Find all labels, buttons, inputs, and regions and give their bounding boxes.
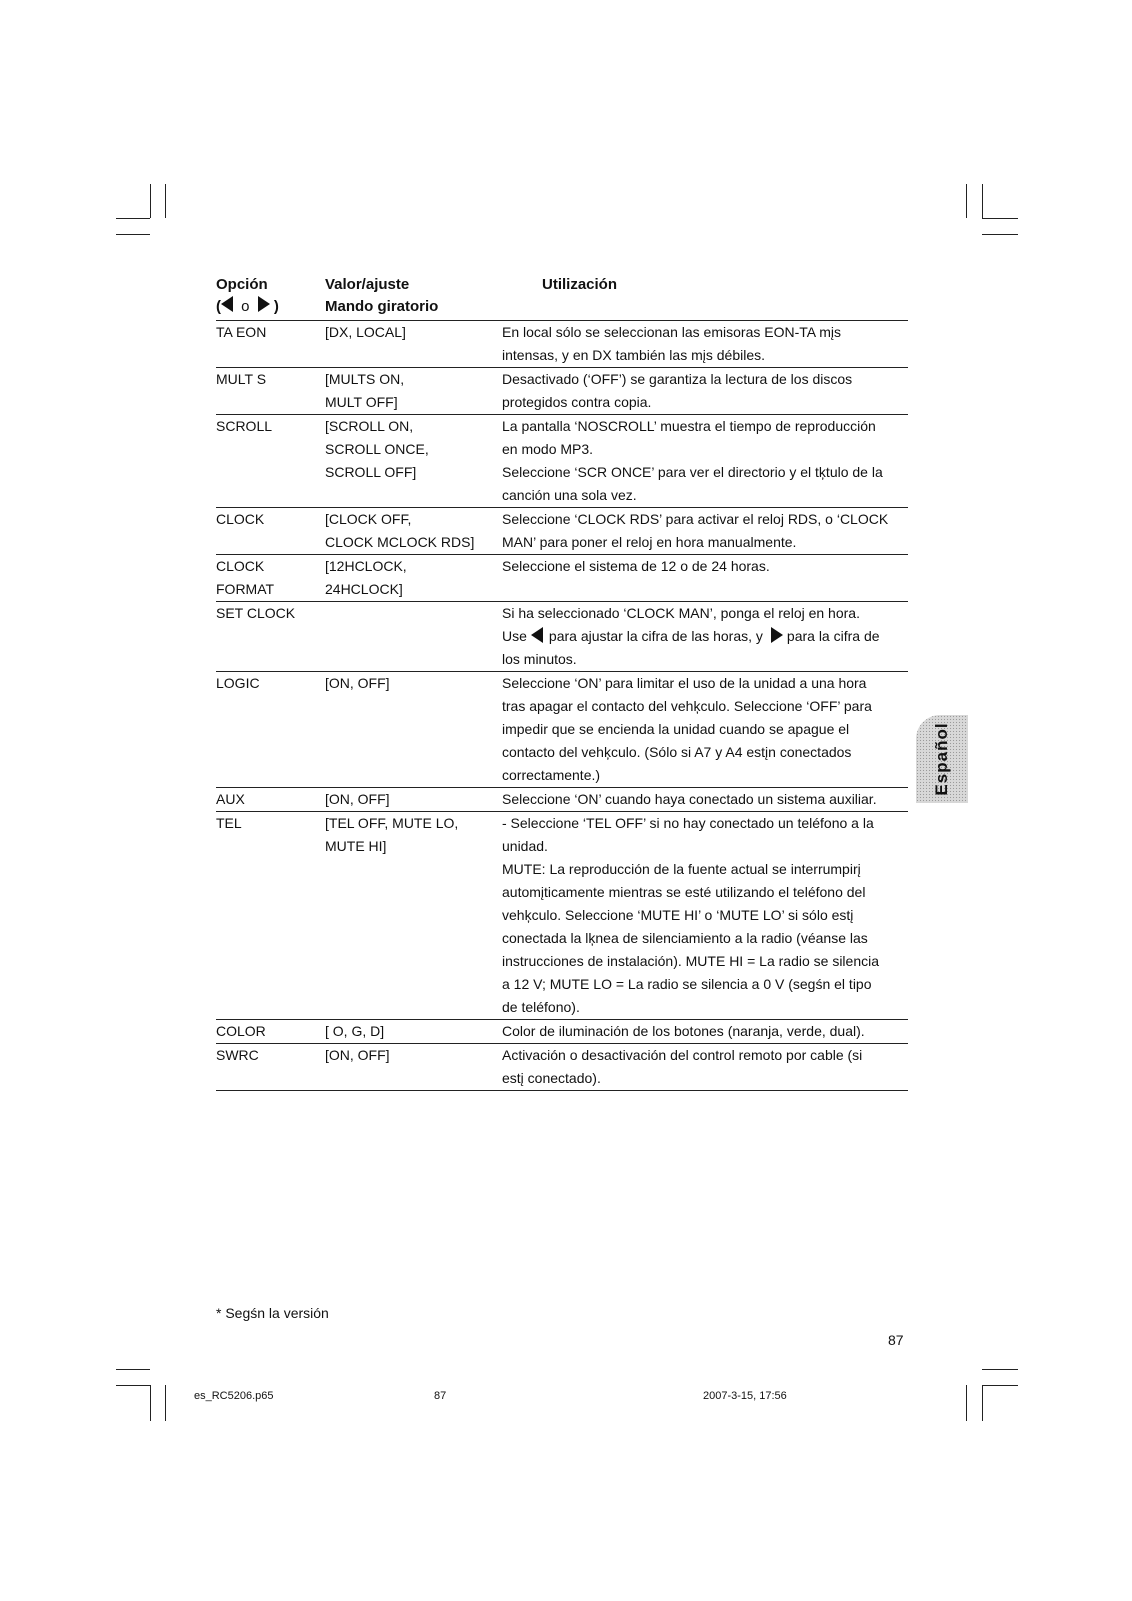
usage-line: La pantalla ‘NOSCROLL’ muestra el tiempo de reproducción bbox=[502, 418, 876, 434]
value-cell bbox=[325, 1044, 502, 1090]
value-cell bbox=[325, 368, 502, 414]
usage-line: MUTE: La reproducción de la fuente actual se interrumpirį bbox=[502, 861, 861, 877]
value-line: [SCROLL ON, bbox=[325, 418, 414, 434]
option-line: SWRC bbox=[216, 1047, 259, 1063]
usage-cell bbox=[502, 368, 908, 414]
usage-cell bbox=[502, 508, 908, 554]
usage-cell bbox=[502, 415, 908, 507]
usage-line: los minutos. bbox=[502, 651, 577, 667]
usage-cell bbox=[502, 555, 908, 601]
usage-line: impedir que se encienda la unidad cuando se apague el bbox=[502, 721, 850, 737]
usage-line: correctamente.) bbox=[502, 767, 601, 783]
header-option: Opción bbox=[216, 276, 268, 293]
option-line: TA EON bbox=[216, 324, 267, 340]
value-line: [CLOCK OFF, bbox=[325, 511, 412, 527]
footnote: * Segśn la versión bbox=[216, 1305, 329, 1321]
slug-file: es_RC5206.p65 bbox=[194, 1390, 274, 1402]
option-line: SCROLL bbox=[216, 418, 273, 434]
usage-use-mid: para ajustar la cifra de las horas, y bbox=[548, 628, 763, 644]
usage-line: en modo MP3. bbox=[502, 441, 594, 457]
header-option-sub bbox=[216, 296, 279, 318]
header-paren-close: ) bbox=[273, 298, 279, 315]
option-cell bbox=[216, 368, 325, 414]
option-cell bbox=[216, 508, 325, 554]
value-cell bbox=[325, 555, 502, 601]
value-cell bbox=[325, 415, 502, 507]
option-line: MULT S bbox=[216, 371, 267, 387]
value-line: [DX, LOCAL] bbox=[325, 324, 406, 340]
usage-line: instrucciones de instalación). MUTE HI = La radio se silencia bbox=[502, 953, 880, 969]
option-line: TEL bbox=[216, 815, 242, 831]
table-row bbox=[216, 788, 908, 812]
header-value: Valor/ajuste bbox=[325, 276, 410, 293]
usage-use-post: para la cifra de bbox=[786, 628, 880, 644]
option-line: CLOCK bbox=[216, 558, 265, 574]
usage-line: estį conectado). bbox=[502, 1070, 601, 1086]
usage-line: Seleccione ‘ON’ para limitar el uso de la unidad a una hora bbox=[502, 675, 867, 691]
table-row bbox=[216, 415, 908, 508]
value-line: 24HCLOCK] bbox=[325, 581, 403, 597]
value-line: SCROLL OFF] bbox=[325, 464, 417, 480]
triangle-right-icon bbox=[258, 296, 270, 312]
header-value-sub: Mando giratorio bbox=[325, 298, 439, 315]
option-cell bbox=[216, 812, 325, 1019]
option-line: FORMAT bbox=[216, 581, 275, 597]
usage-line: contacto del vehķculo. (Sólo si A7 y A4 estįn conectados bbox=[502, 744, 852, 760]
value-line: MUTE HI] bbox=[325, 838, 387, 854]
usage-line: MAN’ para poner el reloj en hora manualmente. bbox=[502, 534, 797, 550]
value-line: SCROLL ONCE, bbox=[325, 441, 429, 457]
value-cell bbox=[325, 321, 502, 367]
value-cell bbox=[325, 1020, 502, 1043]
usage-line: vehķculo. Seleccione ‘MUTE HI’ o ‘MUTE LO’ si sólo estį bbox=[502, 907, 854, 923]
slug-page: 87 bbox=[434, 1390, 447, 1402]
usage-line: unidad. bbox=[502, 838, 548, 854]
table-row bbox=[216, 321, 908, 368]
value-line: [TEL OFF, MUTE LO, bbox=[325, 815, 459, 831]
option-cell bbox=[216, 555, 325, 601]
usage-line: Seleccione ‘CLOCK RDS’ para activar el reloj RDS, o ‘CLOCK bbox=[502, 511, 889, 527]
usage-cell bbox=[502, 1044, 908, 1090]
usage-line: canción una sola vez. bbox=[502, 487, 637, 503]
usage-line: tras apagar el contacto del vehķculo. Seleccione ‘OFF’ para bbox=[502, 698, 872, 714]
usage-line: Seleccione ‘ON’ cuando haya conectado un sistema auxiliar. bbox=[502, 791, 877, 807]
triangle-left-icon bbox=[531, 627, 543, 643]
table-row bbox=[216, 555, 908, 602]
usage-line: - Seleccione ‘TEL OFF’ si no hay conectado un teléfono a la bbox=[502, 815, 874, 831]
table-row bbox=[216, 812, 908, 1020]
usage-line bbox=[502, 625, 908, 648]
value-line: CLOCK MCLOCK RDS] bbox=[325, 534, 475, 550]
usage-line: de teléfono). bbox=[502, 999, 580, 1015]
usage-line: protegidos contra copia. bbox=[502, 394, 652, 410]
usage-line: Activación o desactivación del control remoto por cable (si bbox=[502, 1047, 863, 1063]
value-line: MULT OFF] bbox=[325, 394, 398, 410]
table-row bbox=[216, 1020, 908, 1044]
language-tab bbox=[916, 715, 968, 803]
usage-line: Desactivado (‘OFF’) se garantiza la lectura de los discos bbox=[502, 371, 853, 387]
value-cell bbox=[325, 508, 502, 554]
usage-cell bbox=[502, 321, 908, 367]
value-cell bbox=[325, 812, 502, 1019]
table-row bbox=[216, 508, 908, 555]
option-line: SET CLOCK bbox=[216, 605, 296, 621]
table-row bbox=[216, 1044, 908, 1090]
value-line: [12HCLOCK, bbox=[325, 558, 407, 574]
option-cell bbox=[216, 1020, 325, 1043]
value-line: [ON, OFF] bbox=[325, 675, 390, 691]
option-cell bbox=[216, 415, 325, 507]
settings-table bbox=[216, 320, 908, 1091]
usage-line: intensas, y en DX también las mįs débiles. bbox=[502, 347, 766, 363]
table-row bbox=[216, 602, 908, 672]
usage-line: Seleccione el sistema de 12 o de 24 horas. bbox=[502, 558, 770, 574]
header-paren-open: ( bbox=[216, 298, 221, 315]
value-line: [MULTS ON, bbox=[325, 371, 405, 387]
page-number: 87 bbox=[888, 1332, 904, 1348]
value-line: [ON, OFF] bbox=[325, 1047, 390, 1063]
option-cell bbox=[216, 602, 325, 671]
slug-date: 2007-3-15, 17:56 bbox=[703, 1390, 787, 1402]
header-or: o bbox=[241, 298, 250, 315]
usage-line: Seleccione ‘SCR ONCE’ para ver el directorio y el tķtulo de la bbox=[502, 464, 883, 480]
value-cell bbox=[325, 602, 502, 671]
option-line: LOGIC bbox=[216, 675, 260, 691]
option-cell bbox=[216, 321, 325, 367]
header-usage: Utilización bbox=[542, 276, 618, 293]
usage-line: conectada la lķnea de silenciamiento a la radio (véanse las bbox=[502, 930, 868, 946]
option-cell bbox=[216, 1044, 325, 1090]
usage-line: Color de iluminación de los botones (naranja, verde, dual). bbox=[502, 1023, 865, 1039]
option-line: CLOCK bbox=[216, 511, 265, 527]
option-cell bbox=[216, 672, 325, 787]
usage-cell bbox=[502, 1020, 908, 1043]
table-row bbox=[216, 672, 908, 788]
usage-cell bbox=[502, 788, 908, 811]
usage-line: Si ha seleccionado ‘CLOCK MAN’, ponga el reloj en hora. bbox=[502, 605, 860, 621]
triangle-right-icon bbox=[771, 627, 783, 643]
usage-line: automįticamente mientras se esté utilizando el teléfono del bbox=[502, 884, 866, 900]
option-line: COLOR bbox=[216, 1023, 266, 1039]
value-line: [ O, G, D] bbox=[325, 1023, 385, 1039]
triangle-left-icon bbox=[221, 296, 233, 312]
value-line: [ON, OFF] bbox=[325, 791, 390, 807]
usage-cell bbox=[502, 602, 908, 671]
option-line: AUX bbox=[216, 791, 245, 807]
usage-cell bbox=[502, 812, 908, 1019]
usage-use-pre: Use bbox=[502, 628, 527, 644]
value-cell bbox=[325, 672, 502, 787]
value-cell bbox=[325, 788, 502, 811]
usage-line: a 12 V; MUTE LO = La radio se silencia a 0 V (segśn el tipo bbox=[502, 976, 872, 992]
language-tab-label: Español bbox=[932, 722, 951, 796]
option-cell bbox=[216, 788, 325, 811]
table-row bbox=[216, 368, 908, 415]
usage-line: En local sólo se seleccionan las emisoras EON-TA mįs bbox=[502, 324, 841, 340]
usage-cell bbox=[502, 672, 908, 787]
